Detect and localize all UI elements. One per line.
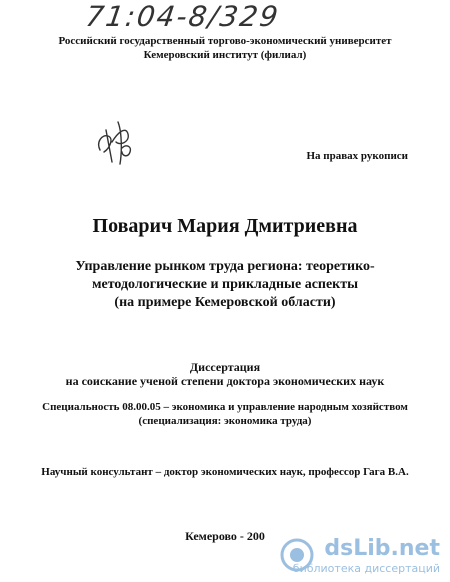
consultant-line: Научный консультант – доктор экономических наук, профессор Гага В.А. [41,466,409,478]
title-line-3: (на примере Кемеровской области) [114,295,336,310]
institution-line-2: Кемеровский институт (филиал) [143,49,307,61]
dslib-watermark [280,536,440,578]
dissertation-label: Диссертация [189,360,261,374]
title-line-2: методологические и прикладные аспекты [91,277,359,292]
dissertation-type [0,360,450,388]
dslib-tagline: библиотека диссертаций [292,562,440,575]
institution-header [0,34,450,62]
specialty-line-1: Специальность 08.00.05 – экономика и управление народным хозяйством [42,401,408,413]
title-line-1: Управление рынком труда региона: теоретико- [75,259,375,274]
handwritten-code: 71:04-8/329 [83,0,282,33]
city-year: Кемерово - 200 [185,529,265,543]
signature-icon [92,112,138,172]
dissertation-title [0,258,450,312]
degree-line: на соискание ученой степени доктора экономических наук [65,374,385,388]
rights-note: На правах рукописи [306,150,408,162]
dslib-brand: dsLib.net [324,536,440,561]
author-name: Поварич Мария Дмитриевна [92,215,358,237]
specialty-line-2: (специализация: экономика труда) [138,415,312,427]
institution-line-1: Российский государственный торгово-экономический университет [58,35,392,47]
specialty-block [0,400,450,428]
